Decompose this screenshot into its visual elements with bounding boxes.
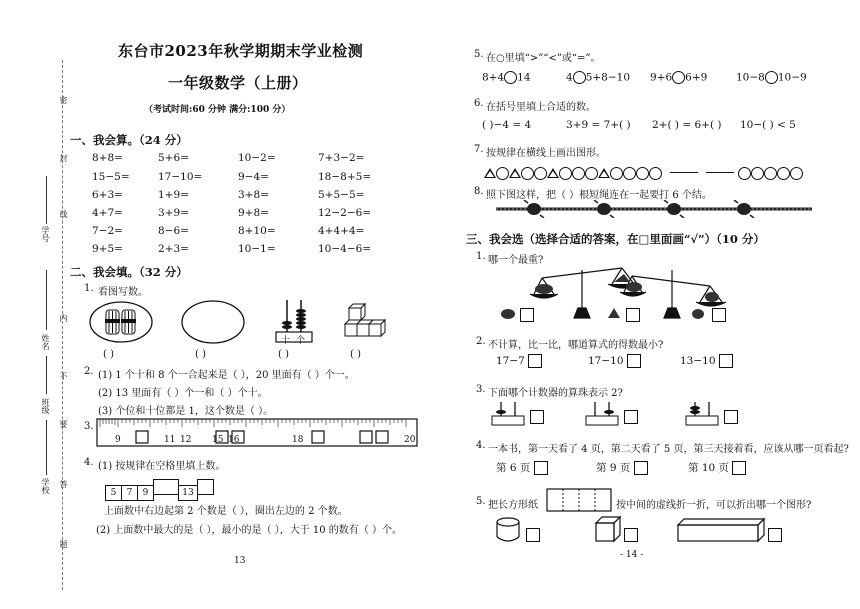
circle-icon — [790, 167, 803, 180]
question-number: 2. — [476, 336, 486, 347]
option[interactable]: 第 10 页 — [688, 460, 746, 475]
answer-checkbox[interactable] — [634, 461, 648, 475]
answer-checkbox[interactable] — [719, 354, 733, 368]
seal-mark: 要 — [59, 420, 68, 428]
question-number: 8. — [474, 186, 484, 197]
fill-line[interactable]: (2) 上面数中最大的是（ ），最小的是（ ），大于 10 的数有（ ）个。 — [96, 525, 402, 536]
counter-option-3 — [684, 400, 720, 426]
seal-mark: 题 — [59, 540, 68, 548]
calc-item[interactable]: 2+3= — [158, 243, 189, 255]
abacus-label-tens: 十 — [281, 336, 291, 346]
cubes-picture — [343, 302, 389, 344]
question-number: 4. — [84, 457, 94, 468]
calc-item[interactable]: 9−4= — [238, 171, 269, 183]
question-number: 6. — [474, 98, 484, 109]
question-number: 4. — [476, 440, 486, 451]
calc-item[interactable]: 9+8= — [238, 207, 269, 219]
question-number: 3. — [84, 421, 94, 432]
counter-option-2 — [584, 400, 620, 426]
option[interactable]: 第 6 页 — [496, 460, 548, 475]
triangle-icon — [547, 168, 559, 178]
pattern-blank[interactable] — [670, 162, 698, 173]
calc-item[interactable]: 10−4−6= — [318, 243, 372, 255]
sequence-cell: 9 — [137, 485, 154, 501]
side-blank-school[interactable] — [46, 420, 48, 475]
calc-item[interactable]: 15−5= — [92, 171, 130, 183]
ruler-number: 12 — [180, 435, 192, 445]
triangle-icon — [509, 168, 521, 178]
side-label-school: 学校 — [41, 478, 50, 494]
ruler-number: 9 — [115, 435, 121, 445]
seal-mark: 不 — [59, 372, 68, 380]
answer-checkbox[interactable] — [520, 308, 534, 322]
answer-blank[interactable]: ( ) — [103, 349, 114, 360]
ruler-number: 20 — [404, 435, 416, 445]
page-number-right: - 14 - — [620, 550, 644, 560]
pattern-blank[interactable] — [706, 162, 734, 173]
counter-option-1 — [490, 400, 526, 426]
circle-icon — [534, 167, 547, 180]
section-1-heading: 一、我会算。（24 分） — [70, 133, 188, 147]
compare-item[interactable]: 8+4 14 — [482, 71, 531, 84]
fruit-icon-3 — [690, 306, 706, 320]
fill-line[interactable]: (1) 1 个十和 8 个一合起来是（ ），20 里面有（ ）个一。 — [98, 370, 355, 381]
circle-icon — [738, 167, 751, 180]
side-label-name: 姓名 — [41, 334, 50, 350]
calc-item[interactable]: 10−1= — [238, 243, 276, 255]
circle-icon — [777, 167, 790, 180]
side-label-student-id: 学号 — [41, 226, 50, 242]
sequence-cell: 5 — [105, 485, 122, 501]
answer-blank[interactable]: ( ) — [278, 349, 289, 360]
question-number: 1. — [476, 251, 486, 262]
ruler — [96, 418, 418, 448]
bundles-picture — [88, 300, 154, 344]
section-3-heading: 三、我会选（选择合适的答案，在□里面画“√”）（10 分） — [466, 232, 765, 246]
answer-checkbox[interactable] — [712, 308, 726, 322]
calc-item[interactable]: 5+6= — [158, 152, 189, 164]
calc-item[interactable]: 3+9= — [158, 207, 189, 219]
option[interactable]: 第 9 页 — [596, 460, 648, 475]
seal-mark: 线 — [59, 210, 68, 218]
folding-paper — [546, 488, 612, 512]
sequence-cell: 13 — [178, 485, 198, 501]
abacus-picture — [274, 298, 314, 344]
binding-dashed-line — [62, 60, 63, 590]
page-number-left: 13 — [234, 556, 246, 566]
calc-item[interactable]: 7+3−2= — [318, 152, 365, 164]
circle-icon — [649, 167, 662, 180]
ruler-number: 11 — [164, 435, 176, 445]
question-text: 按规律在横线上画出图形。 — [486, 148, 606, 159]
side-blank-class[interactable] — [46, 356, 48, 394]
question-number: 2. — [84, 366, 94, 377]
calc-item[interactable]: 4+7= — [92, 207, 123, 219]
question-number: 7. — [474, 144, 484, 155]
answer-checkbox[interactable] — [732, 461, 746, 475]
exam-subtitle: 一年级数学（上册） — [168, 74, 308, 92]
answer-checkbox[interactable] — [627, 354, 641, 368]
number-sequence — [106, 479, 214, 501]
calc-item[interactable]: 3+8= — [238, 189, 269, 201]
fill-line[interactable]: 上面数中右边起第 2 个数是（ ），圈出左边的 2 个数。 — [104, 506, 348, 517]
question-text: 看图写数。 — [98, 287, 148, 298]
calc-item[interactable]: 18−8+5= — [318, 171, 372, 183]
ruler-number: 16 — [228, 435, 240, 445]
sequence-cell: 7 — [121, 485, 138, 501]
fruit-icon-1 — [500, 306, 516, 320]
seal-mark: 内 — [59, 314, 68, 322]
answer-checkbox[interactable] — [528, 354, 542, 368]
sequence-cell-blank[interactable] — [153, 479, 179, 495]
answer-blank[interactable]: ( ) — [350, 349, 361, 360]
cube-option — [594, 515, 622, 543]
seal-mark: 答 — [59, 480, 68, 488]
fill-line[interactable]: (2) 13 里面有（ ）个一和（ ）个十。 — [98, 388, 268, 399]
calc-item[interactable]: 8+8= — [92, 152, 123, 164]
answer-checkbox[interactable] — [626, 308, 640, 322]
question-text: 哪一个最重? — [488, 255, 544, 266]
side-label-class: 班级 — [41, 398, 50, 414]
answer-checkbox[interactable] — [724, 410, 738, 424]
circle-icon — [764, 167, 777, 180]
question-text: 一本书，第一天看了 4 页，第二天看了 5 页，第三天接着看，应该从哪一页看起? — [488, 444, 849, 455]
answer-checkbox[interactable] — [526, 528, 540, 542]
circle-icon — [623, 167, 636, 180]
question-text: 不计算，比一比，哪道算式的得数最小? — [488, 340, 664, 351]
cylinder-option — [494, 517, 522, 543]
seal-mark: 封 — [59, 154, 68, 162]
ruler-number: 15 — [212, 435, 224, 445]
seal-mark: 密 — [59, 96, 68, 104]
calc-item[interactable]: 8−6= — [158, 225, 189, 237]
circle-icon — [559, 167, 572, 180]
fill-line[interactable]: (3) 个位和十位都是 1，这个数是（ ）。 — [98, 406, 274, 417]
abacus-label-ones: 个 — [296, 336, 306, 346]
calc-item[interactable]: 10−2= — [238, 152, 276, 164]
fill-item[interactable]: ( )−4 = 4 — [482, 119, 532, 131]
calc-item[interactable]: 12−2−6= — [318, 207, 372, 219]
calc-item[interactable]: 5+5−5= — [318, 189, 365, 201]
exam-info: （考试时间:60 分钟 满分:100 分） — [144, 105, 291, 115]
fruit-icon-2 — [606, 306, 622, 320]
compare-circle[interactable] — [573, 71, 586, 84]
ruler-number: 18 — [292, 435, 304, 445]
circle-icon — [572, 167, 585, 180]
answer-checkbox[interactable] — [624, 410, 638, 424]
question-text: (1) 按规律在空格里填上数。 — [98, 461, 226, 472]
compare-item[interactable]: 4 5+8−10 — [566, 71, 631, 84]
option[interactable]: 17−7 — [496, 354, 542, 368]
fill-item[interactable]: 10−( ) < 5 — [740, 119, 796, 131]
calc-item[interactable]: 4+4+4= — [318, 225, 365, 237]
question-number: 1. — [84, 283, 94, 294]
answer-checkbox[interactable] — [530, 410, 544, 424]
compare-item[interactable]: 9+6 6+9 — [650, 71, 708, 84]
compare-circle[interactable] — [672, 71, 685, 84]
rope-knots-picture — [494, 200, 814, 218]
question-text: 下面哪个计数器的算珠表示 2? — [488, 388, 623, 399]
answer-blank[interactable]: ( ) — [195, 349, 206, 360]
calc-item[interactable]: 1+9= — [158, 189, 189, 201]
answer-checkbox[interactable] — [534, 461, 548, 475]
cuboid-option — [676, 517, 766, 543]
calc-item[interactable]: 7−2= — [92, 225, 123, 237]
circle-icon — [496, 167, 509, 180]
section-2-heading: 二、我会填。（32 分） — [70, 265, 188, 279]
circle-icon — [636, 167, 649, 180]
option[interactable]: 13−10 — [680, 354, 733, 368]
answer-checkbox[interactable] — [624, 528, 638, 542]
compare-circle[interactable] — [504, 71, 517, 84]
question-text: 在括号里填上合适的数。 — [486, 102, 596, 113]
shape-pattern — [484, 162, 803, 180]
question-text-before: 把长方形纸 — [488, 500, 538, 511]
calc-item[interactable]: 17−10= — [158, 171, 203, 183]
side-blank-student-id[interactable] — [46, 176, 48, 224]
fill-item[interactable]: 2+( ) = 6+( ) — [652, 119, 722, 131]
circle-icon — [585, 167, 598, 180]
question-text[interactable]: 照下图这样，把（ ）根短绳连在一起要打 6 个结。 — [486, 190, 712, 201]
side-blank-name[interactable] — [46, 270, 48, 330]
calc-item[interactable]: 9+5= — [92, 243, 123, 255]
compare-item[interactable]: 10−8 10−9 — [736, 71, 807, 84]
triangle-icon — [484, 168, 496, 178]
question-number: 5. — [474, 49, 484, 60]
answer-checkbox[interactable] — [768, 528, 782, 542]
question-text-after: 按中间的虚线折一折，可以折出哪一个图形? — [616, 500, 812, 511]
compare-circle[interactable] — [765, 71, 778, 84]
calc-item[interactable]: 6+3= — [92, 189, 123, 201]
question-text: 在○里填“>”“<”或“=”。 — [486, 53, 601, 64]
sequence-cell-blank[interactable] — [197, 479, 214, 495]
question-number: 5. — [476, 496, 486, 507]
triangle-icon — [598, 168, 610, 178]
exam-title: 东台市2023年秋学期期末学业检测 — [118, 42, 364, 60]
empty-oval — [180, 299, 246, 345]
calc-item[interactable]: 8+10= — [238, 225, 276, 237]
circle-icon — [610, 167, 623, 180]
circle-icon — [521, 167, 534, 180]
option[interactable]: 17−10 — [588, 354, 641, 368]
question-number: 3. — [476, 384, 486, 395]
fill-item[interactable]: 3+9 = 7+( ) — [566, 119, 631, 131]
circle-icon — [751, 167, 764, 180]
